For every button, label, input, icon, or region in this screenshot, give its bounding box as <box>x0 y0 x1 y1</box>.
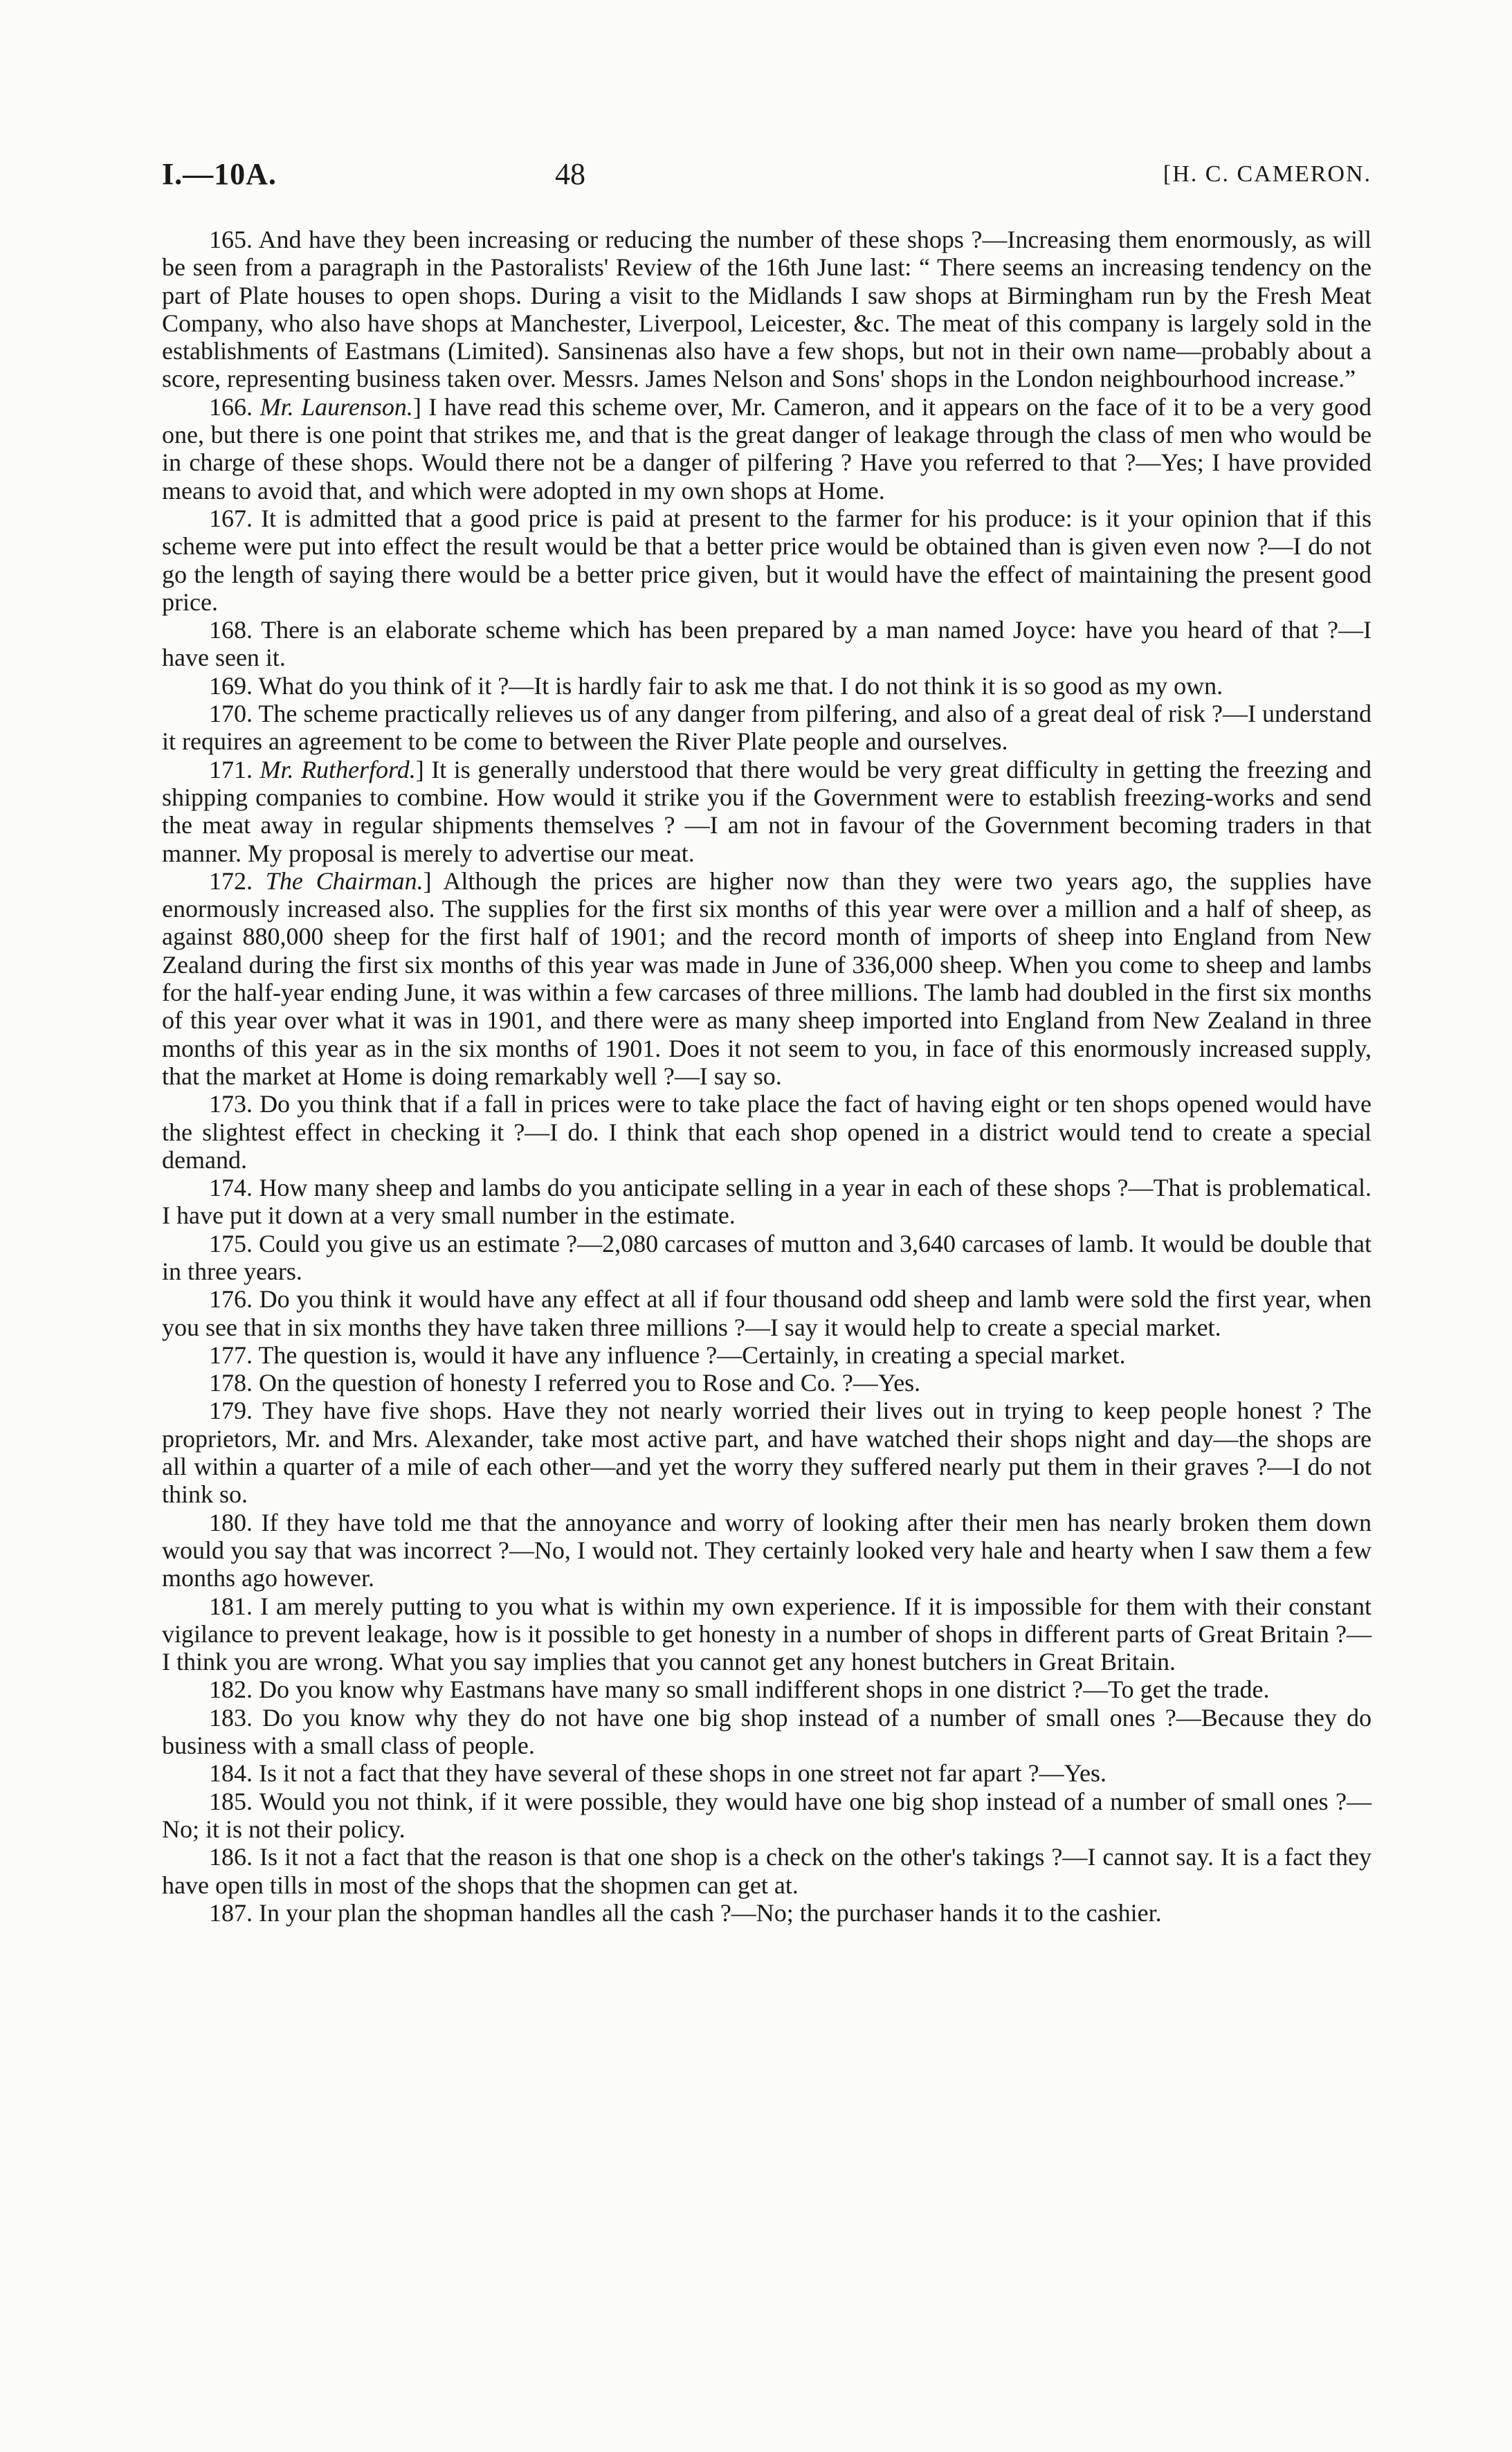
question-number: 170. <box>209 700 253 728</box>
question-number: 183. <box>209 1703 253 1732</box>
paragraph-text: Could you give us an estimate ?—2,080 carcases of mutton and 3,640 carcases of lamb. It would be double that in three years. <box>162 1229 1372 1285</box>
paragraph-text: Do you think that if a fall in prices were to take place the fact of having eight or ten shops opened would have the slightest effect in checking it ?—I do. I think that each shop opened in a district would tend to create a special demand. <box>162 1090 1372 1174</box>
question-number: 175. <box>209 1229 253 1257</box>
paragraph-text: Do you think it would have any effect at all if four thousand odd sheep and lamb were sold the first year, when you see that in six months they have taken three millions ?—I say it would help to create a special market. <box>162 1285 1372 1341</box>
question-number: 184. <box>209 1759 253 1788</box>
paragraph-text: What do you think of it ?—It is hardly fair to ask me that. I do not think it is so good as my own. <box>258 671 1223 700</box>
witness-name: [H. C. CAMERON. <box>1163 161 1372 187</box>
speaker-name: Mr. Rutherford. <box>259 755 416 783</box>
paragraph-text: Although the prices are higher now than they were two years ago, the supplies have enormously increased also. The supplies for the first six months of this year were over a million and a half of sheep, as against 880,000 sheep for the first half of 1901; and the record month of imports of sheep into England from New Zealand during the first six months of this year was made in June of 336,000 sheep. When you come to sheep and lambs for the half-year ending June, it was within a few carcases of three millions. The lamb had doubled in the first six months of this year over what it was in 1901, and there were as many sheep imported into England from New Zealand in three months of this year as in the six months of 1901. Does it not seem to you, in face of this enormously increased supply, that the market at Home is doing remarkably well ?—I say so. <box>162 866 1372 1090</box>
paragraph-text: They have five shops. Have they not nearly worried their lives out in trying to keep people honest ? The proprietors, Mr. and Mrs. Alexander, take most active part, and have watched their shops night and day—the shops are all within a quarter of a mile of each other—and yet the worry they suffered nearly put them in their graves ?—I do not think so. <box>162 1397 1372 1509</box>
testimony-paragraph <box>162 1397 1372 1508</box>
paragraph-text: On the question of honesty I referred you to Rose and Co. ?—Yes. <box>259 1369 921 1397</box>
testimony-paragraph <box>162 700 1372 756</box>
question-number: 174. <box>209 1174 253 1202</box>
testimony-paragraph <box>162 1843 1372 1899</box>
question-number: 178. <box>209 1369 253 1397</box>
testimony-paragraph <box>162 1230 1372 1286</box>
paragraph-text: The scheme practically relieves us of any danger from pilfering, and also of a great deal of risk ?—I understand it requires an agreement to be come to between the River Plate people and ourselves. <box>162 700 1372 756</box>
question-number: 173. <box>209 1090 253 1118</box>
paragraph-text: Do you know why Eastmans have many so small indifferent shops in one district ?—To get the trade. <box>259 1675 1270 1704</box>
speaker-name: Mr. Laurenson. <box>259 392 413 421</box>
testimony-paragraph <box>162 1675 1372 1703</box>
paragraph-text: It is admitted that a good price is paid at present to the farmer for his produce: is it your opinion that if this scheme were put into effect the result would be that a better price would be obtained than is given even now ?—I do not go the length of saying there would be a better price given, but it would have the effect of maintaining the present good price. <box>162 504 1372 616</box>
question-number: 182. <box>209 1675 253 1704</box>
testimony-paragraph <box>162 1369 1372 1397</box>
paragraph-text: There is an elaborate scheme which has been prepared by a man named Joyce: have you heard of that ?—I have seen it. <box>162 616 1372 672</box>
page-header <box>162 154 1372 195</box>
testimony-paragraph <box>162 672 1372 700</box>
paragraph-text: If they have told me that the annoyance and worry of looking after their men has nearly broken them down would you say that was incorrect ?—No, I would not. They certainly looked very hale and hearty when I saw them a few months ago however. <box>162 1508 1372 1592</box>
question-number: 187. <box>209 1898 253 1927</box>
question-number: 167. <box>209 504 253 532</box>
testimony-paragraph <box>162 1759 1372 1787</box>
testimony-paragraph <box>162 1285 1372 1341</box>
paper-reference: I.—10A. <box>162 157 277 191</box>
question-number: 166. <box>209 392 253 421</box>
testimony-paragraph <box>162 1788 1372 1844</box>
testimony-paragraph: 171. Mr. Rutherford.] It is generally understood that there would be very great difficulty in getting the freezing and shipping companies to combine. How would it strike you if the Government were to establish freezing-works and send the meat away in regular shipments themselves ? —I am not in favour of the Government becoming traders in that manner. My proposal is merely to advertise our meat. <box>162 755 1372 867</box>
question-number: 168. <box>209 616 253 644</box>
paragraph-text: In your plan the shopman handles all the cash ?—No; the purchaser hands it to the cashier. <box>259 1898 1162 1927</box>
testimony-paragraph <box>162 226 1372 393</box>
testimony-paragraph <box>162 1704 1372 1760</box>
paragraph-text: I am merely putting to you what is within my own experience. If it is impossible for them with their constant vigilance to prevent leakage, how is it possible to get honesty in a number of shops in different parts of Great Britain ?—I think you are wrong. What you say implies that you cannot get any honest butchers in Great Britain. <box>162 1592 1372 1676</box>
question-number: 186. <box>209 1843 253 1871</box>
question-number: 169. <box>209 671 253 700</box>
question-number: 181. <box>209 1592 253 1620</box>
question-number: 172. <box>209 866 253 895</box>
paragraph-text: And have they been increasing or reducing the number of these shops ?—Increasing them enormously, as will be seen from a paragraph in the Pastoralists' Review of the 16th June last: “ There seems an increasing tendency on the part of Plate houses to open shops. During a visit to the Midlands I saw shops at Birmingham run by the Fresh Meat Company, who also have shops at Manchester, Liverpool, Leicester, &c. The meat of this company is largely sold in the establishments of Eastmans (Limited). Sansinenas also have a few shops, but not in their own name—probably about a score, representing business taken over. Messrs. James Nelson and Sons' shops in the London neighbourhood increase.” <box>162 226 1372 393</box>
paragraph-text: How many sheep and lambs do you anticipate selling in a year in each of these shops ?—That is problematical. I have put it down at a very small number in the estimate. <box>162 1174 1372 1230</box>
question-number: 179. <box>209 1397 253 1425</box>
testimony-paragraph <box>162 1509 1372 1592</box>
question-number: 177. <box>209 1341 253 1369</box>
paragraph-text: It is generally understood that there would be very great difficulty in getting the freezing and shipping companies to combine. How would it strike you if the Government were to establish freezing-works and send the meat away in regular shipments themselves ? —I am not in favour of the Government becoming traders in that manner. My proposal is merely to advertise our meat. <box>162 755 1372 867</box>
testimony-body <box>162 226 1372 1927</box>
testimony-paragraph <box>162 1341 1372 1369</box>
speaker-name: The Chairman. <box>265 866 423 895</box>
paragraph-text: Is it not a fact that the reason is that one shop is a check on the other's takings ?—I cannot say. It is a fact they have open tills in most of the shops that the shopmen can get at. <box>162 1843 1372 1899</box>
question-number: 176. <box>209 1285 253 1314</box>
testimony-paragraph <box>162 1592 1372 1676</box>
question-number: 185. <box>209 1787 253 1815</box>
question-number: 165. <box>209 226 253 253</box>
paragraph-text: Would you not think, if it were possible, they would have one big shop instead of a number of small ones ?—No; it is not their policy. <box>162 1787 1372 1843</box>
paragraph-text: I have read this scheme over, Mr. Cameron, and it appears on the face of it to be a very good one, but there is one point that strikes me, and that is the great danger of leakage through the class of men who would be in charge of these shops. Would there not be a danger of pilfering ? Have you referred to that ?—Yes; I have provided means to avoid that, and which were adopted in my own shops at Home. <box>162 392 1372 505</box>
page-number: 48 <box>555 157 585 191</box>
question-number: 180. <box>209 1508 253 1536</box>
testimony-paragraph <box>162 1090 1372 1174</box>
testimony-paragraph: 166. Mr. Laurenson.] I have read this scheme over, Mr. Cameron, and it appears on the face of it to be a very good one, but there is one point that strikes me, and that is the great danger of leakage through the class of men who would be in charge of these shops. Would there not be a danger of pilfering ? Have you referred to that ?—Yes; I have provided means to avoid that, and which were adopted in my own shops at Home. <box>162 392 1372 505</box>
testimony-paragraph: 172. The Chairman.] Although the prices are higher now than they were two years ago, the supplies have enormously increased also. The supplies for the first six months of this year were over a million and a half of sheep, as against 880,000 sheep for the first half of 1901; and the record month of imports of sheep into England from New Zealand during the first six months of this year was made in June of 336,000 sheep. When you come to sheep and lambs for the half-year ending June, it was within a few carcases of three millions. The lamb had doubled in the first six months of this year over what it was in 1901, and there were as many sheep imported into England from New Zealand in three months of this year as in the six months of 1901. Does it not seem to you, in face of this enormously increased supply, that the market at Home is doing remarkably well ?—I say so. <box>162 866 1372 1090</box>
paragraph-text: Do you know why they do not have one big shop instead of a number of small ones ?—Because they do business with a small class of people. <box>162 1703 1372 1760</box>
testimony-paragraph <box>162 1899 1372 1927</box>
testimony-paragraph <box>162 616 1372 672</box>
testimony-paragraph <box>162 505 1372 616</box>
paragraph-text: Is it not a fact that they have several of these shops in one street not far apart ?—Yes. <box>259 1759 1106 1788</box>
testimony-paragraph <box>162 1174 1372 1230</box>
paragraph-text: The question is, would it have any influence ?—Certainly, in creating a special market. <box>258 1341 1126 1369</box>
question-number: 171. <box>209 755 253 783</box>
